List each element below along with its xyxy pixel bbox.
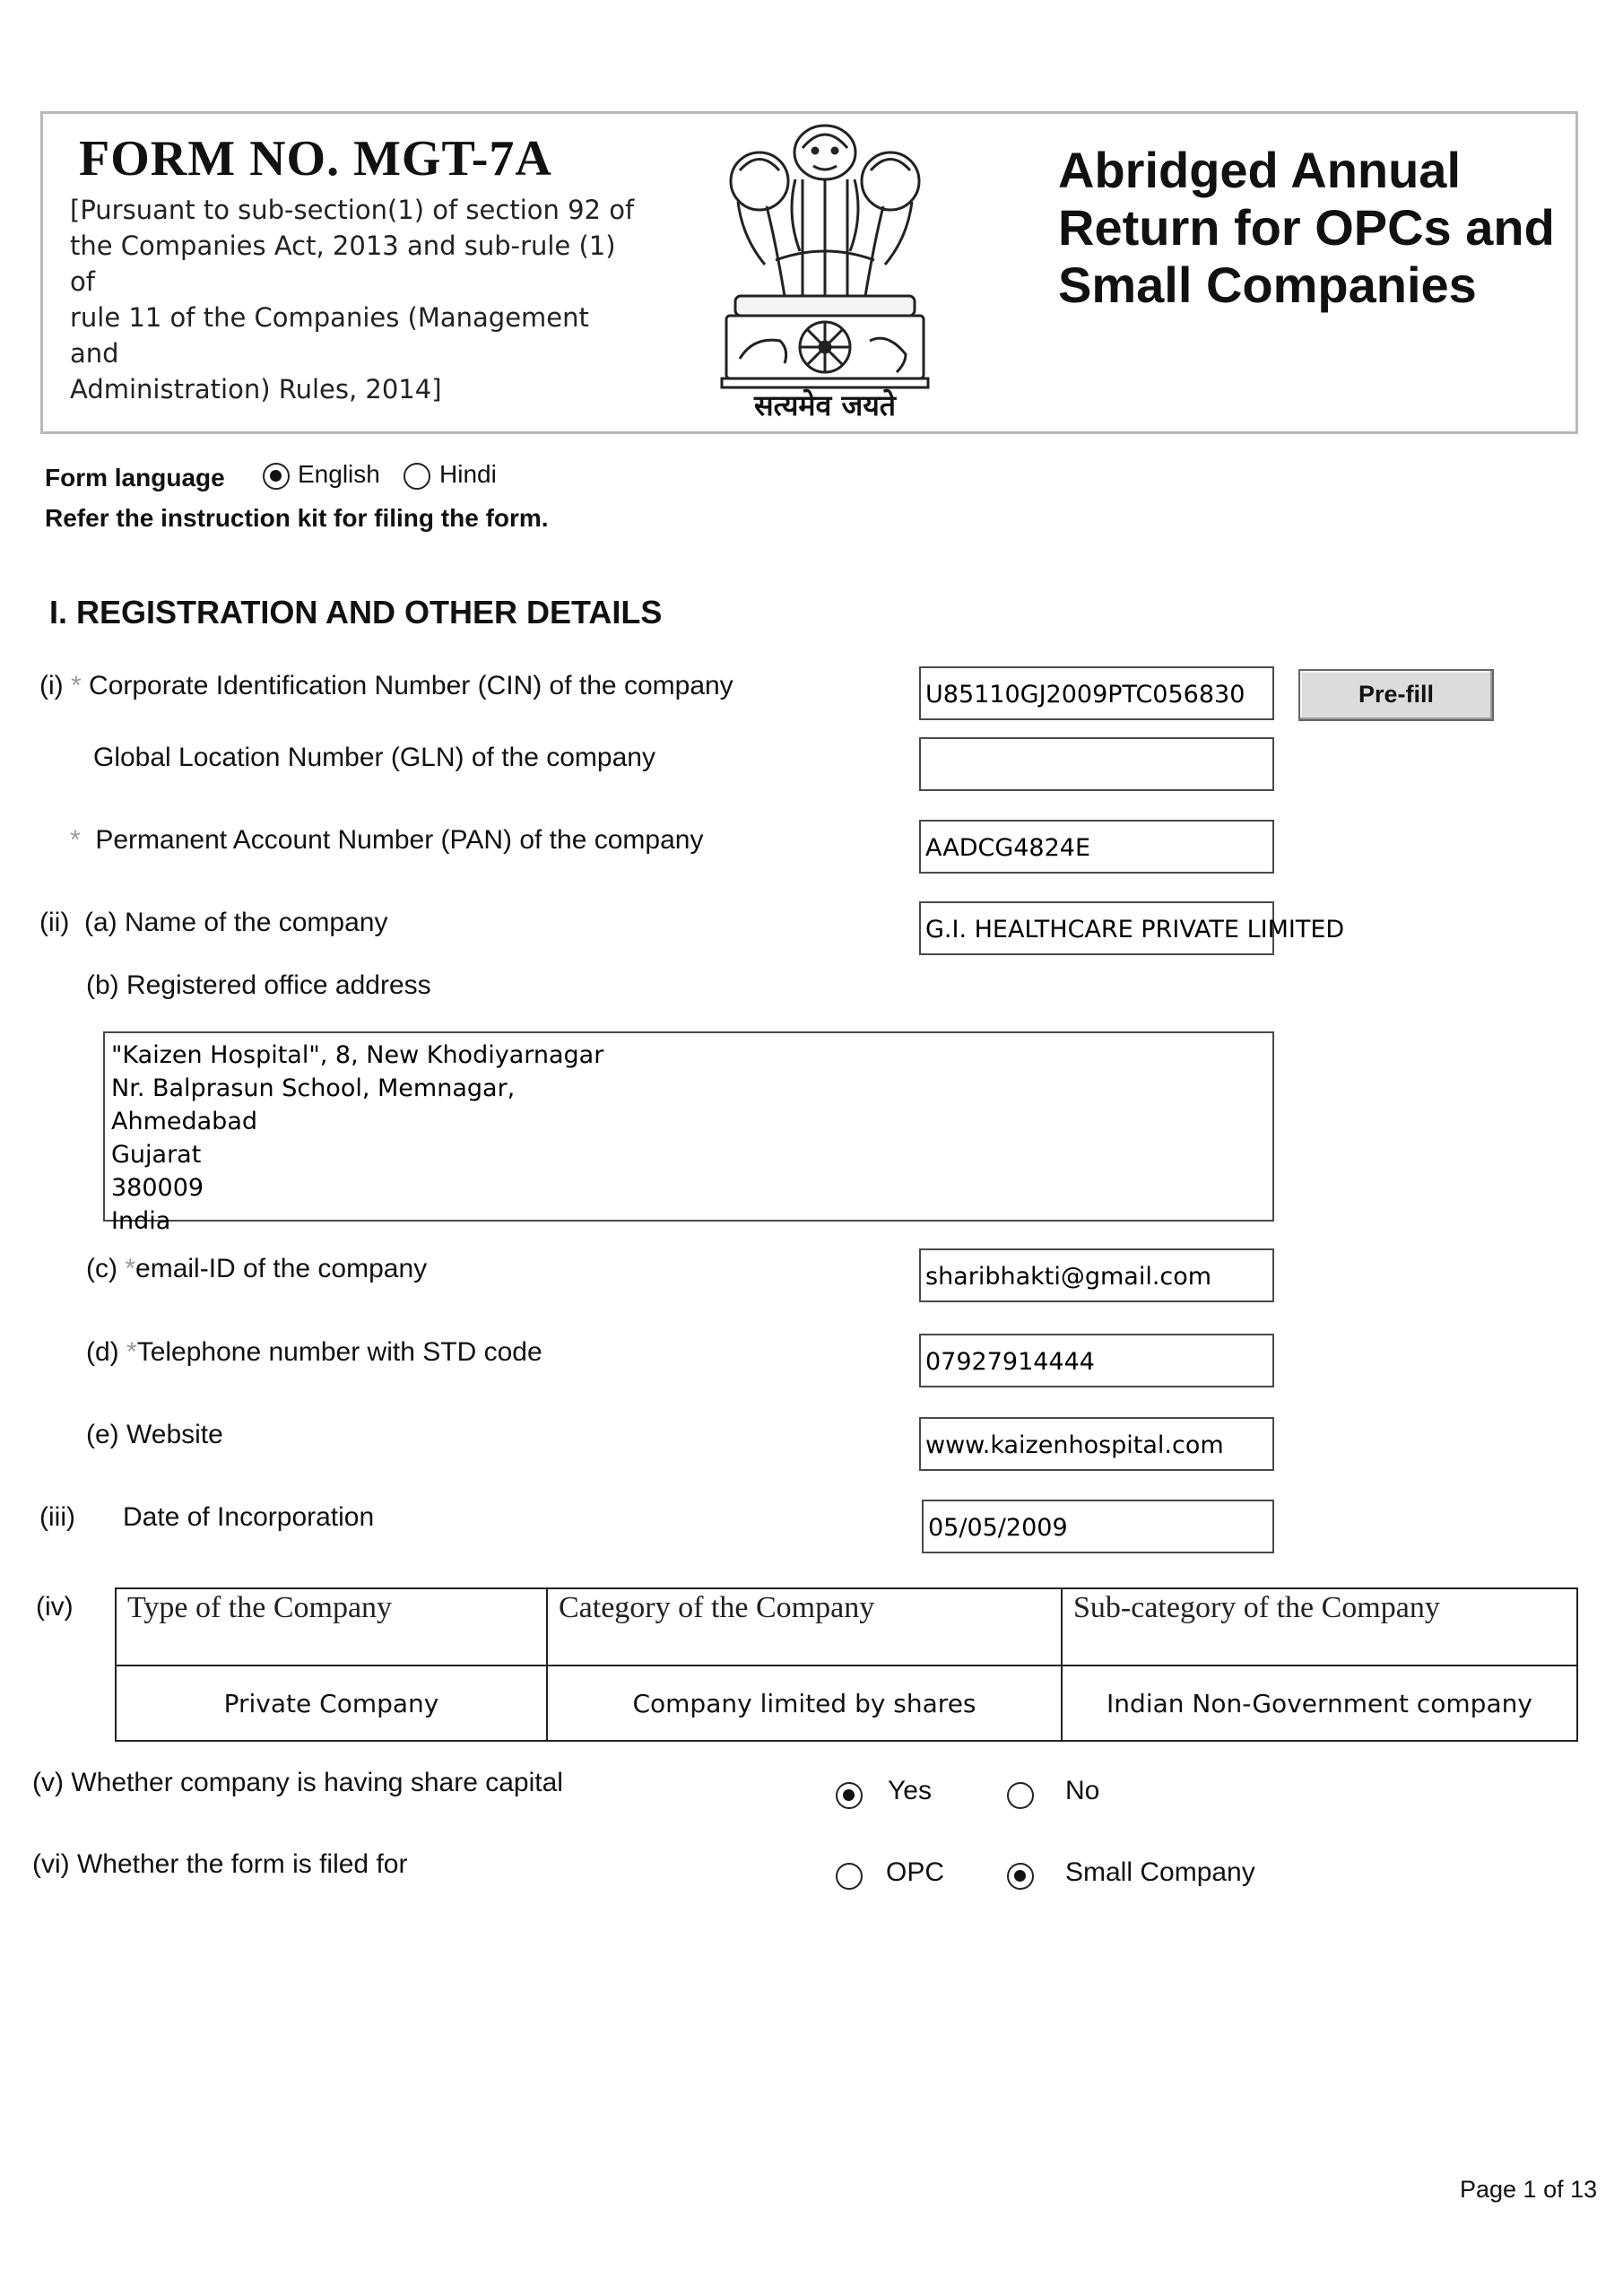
pursuant-line: rule 11 of the Companies (Management and [70,302,589,369]
incorporation-date-field[interactable]: 05/05/2009 [922,1500,1274,1553]
form-title-line: Abridged Annual [1058,142,1462,198]
pan-label [70,825,703,856]
page-number: Page 1 of 13 [1460,2176,1598,2203]
section-title: I. REGISTRATION AND OTHER DETAILS [49,594,663,631]
required-star: * [125,1254,136,1283]
name-label-text: (a) Name of the company [83,908,388,937]
company-type-value: Private Company [116,1665,547,1741]
name-label [39,908,387,938]
radio-yes-label: Yes [888,1776,932,1805]
incorporation-label: Date of Incorporation [123,1502,375,1532]
address-line: Nr. Balprasun School, Memnagar, [111,1074,516,1102]
phone-label-text: Telephone number with STD code [136,1337,542,1367]
radio-no-label: No [1065,1776,1100,1805]
address-line: "Kaizen Hospital", 8, New Khodiyarnagar [111,1041,604,1069]
share-capital-label: (v) Whether company is having share capital [32,1768,563,1797]
emblem-motto: सत्यमेव जयते [753,388,897,422]
phone-label [86,1337,542,1368]
address-line: India [111,1207,171,1235]
company-subcategory-value: Indian Non-Government company [1062,1665,1577,1741]
cin-label-text: Corporate Identification Number (CIN) of the company [89,671,733,700]
item-prefix: (d) [86,1337,119,1367]
required-star: * [71,671,82,700]
radio-share-capital-yes[interactable] [836,1782,863,1809]
phone-field[interactable]: 07927914444 [919,1334,1274,1387]
table-header: Sub-category of the Company [1062,1588,1577,1665]
gln-label: Global Location Number (GLN) of the company [93,743,655,772]
item-prefix: (c) [86,1254,117,1283]
address-line: Ahmedabad [111,1108,258,1135]
form-title-line: Small Companies [1058,257,1477,313]
incorporation-number: (iii) [39,1502,75,1532]
pursuant-line: [Pursuant to sub-section(1) of section 92 of [70,195,635,225]
pan-label-text: Permanent Account Number (PAN) of the company [95,825,704,855]
company-name-field[interactable]: G.I. HEALTHCARE PRIVATE LIMITED [919,901,1274,955]
pan-field[interactable]: AADCG4824E [919,820,1274,874]
address-line: Gujarat [111,1141,202,1169]
form-title-line: Return for OPCs and [1058,199,1555,256]
website-field[interactable]: www.kaizenhospital.com [919,1417,1274,1471]
company-type-table [115,1587,1578,1742]
email-label [86,1254,427,1284]
pursuant-line: the Companies Act, 2013 and sub-rule (1) of [70,230,616,297]
address-line: 380009 [111,1174,204,1202]
table-row [116,1665,1577,1741]
instruction-text: Refer the instruction kit for filing the form. [45,504,549,532]
table-header-row [116,1588,1577,1665]
form-language-label: Form language [45,464,225,491]
pursuant-line: Administration) Rules, 2014] [70,374,442,404]
company-type-number: (iv) [36,1592,74,1622]
item-number: (i) [39,671,64,700]
address-field[interactable] [103,1031,1274,1235]
email-field[interactable]: sharibhakti@gmail.com [919,1248,1274,1302]
radio-hindi[interactable] [404,463,430,490]
item-number: (ii) [39,908,70,937]
radio-opc-label: OPC [886,1857,945,1887]
website-label: (e) Website [86,1420,223,1449]
radio-hindi-label: Hindi [439,460,497,488]
national-emblem-icon [713,117,937,430]
prefill-button[interactable]: Pre-fill [1298,669,1494,721]
radio-english[interactable] [263,463,290,490]
radio-share-capital-no[interactable] [1007,1782,1034,1809]
address-label: (b) Registered office address [86,970,431,1000]
radio-opc[interactable] [836,1863,863,1890]
company-category-value: Company limited by shares [547,1665,1062,1741]
cin-label [39,671,733,701]
radio-english-label: English [298,460,380,488]
form-number: FORM NO. MGT-7A [79,131,552,187]
radio-small-company[interactable] [1007,1863,1034,1890]
radio-small-company-label: Small Company [1065,1857,1255,1887]
email-label-text: email-ID of the company [135,1254,428,1283]
gln-field[interactable] [919,737,1274,791]
form-title [1058,142,1578,314]
required-star: * [126,1337,137,1367]
filed-for-label: (vi) Whether the form is filed for [32,1849,408,1879]
pursuant-text [70,192,644,407]
cin-field[interactable]: U85110GJ2009PTC056830 [919,666,1274,720]
table-header: Category of the Company [547,1588,1062,1665]
table-header: Type of the Company [116,1588,547,1665]
required-star: * [70,825,81,855]
